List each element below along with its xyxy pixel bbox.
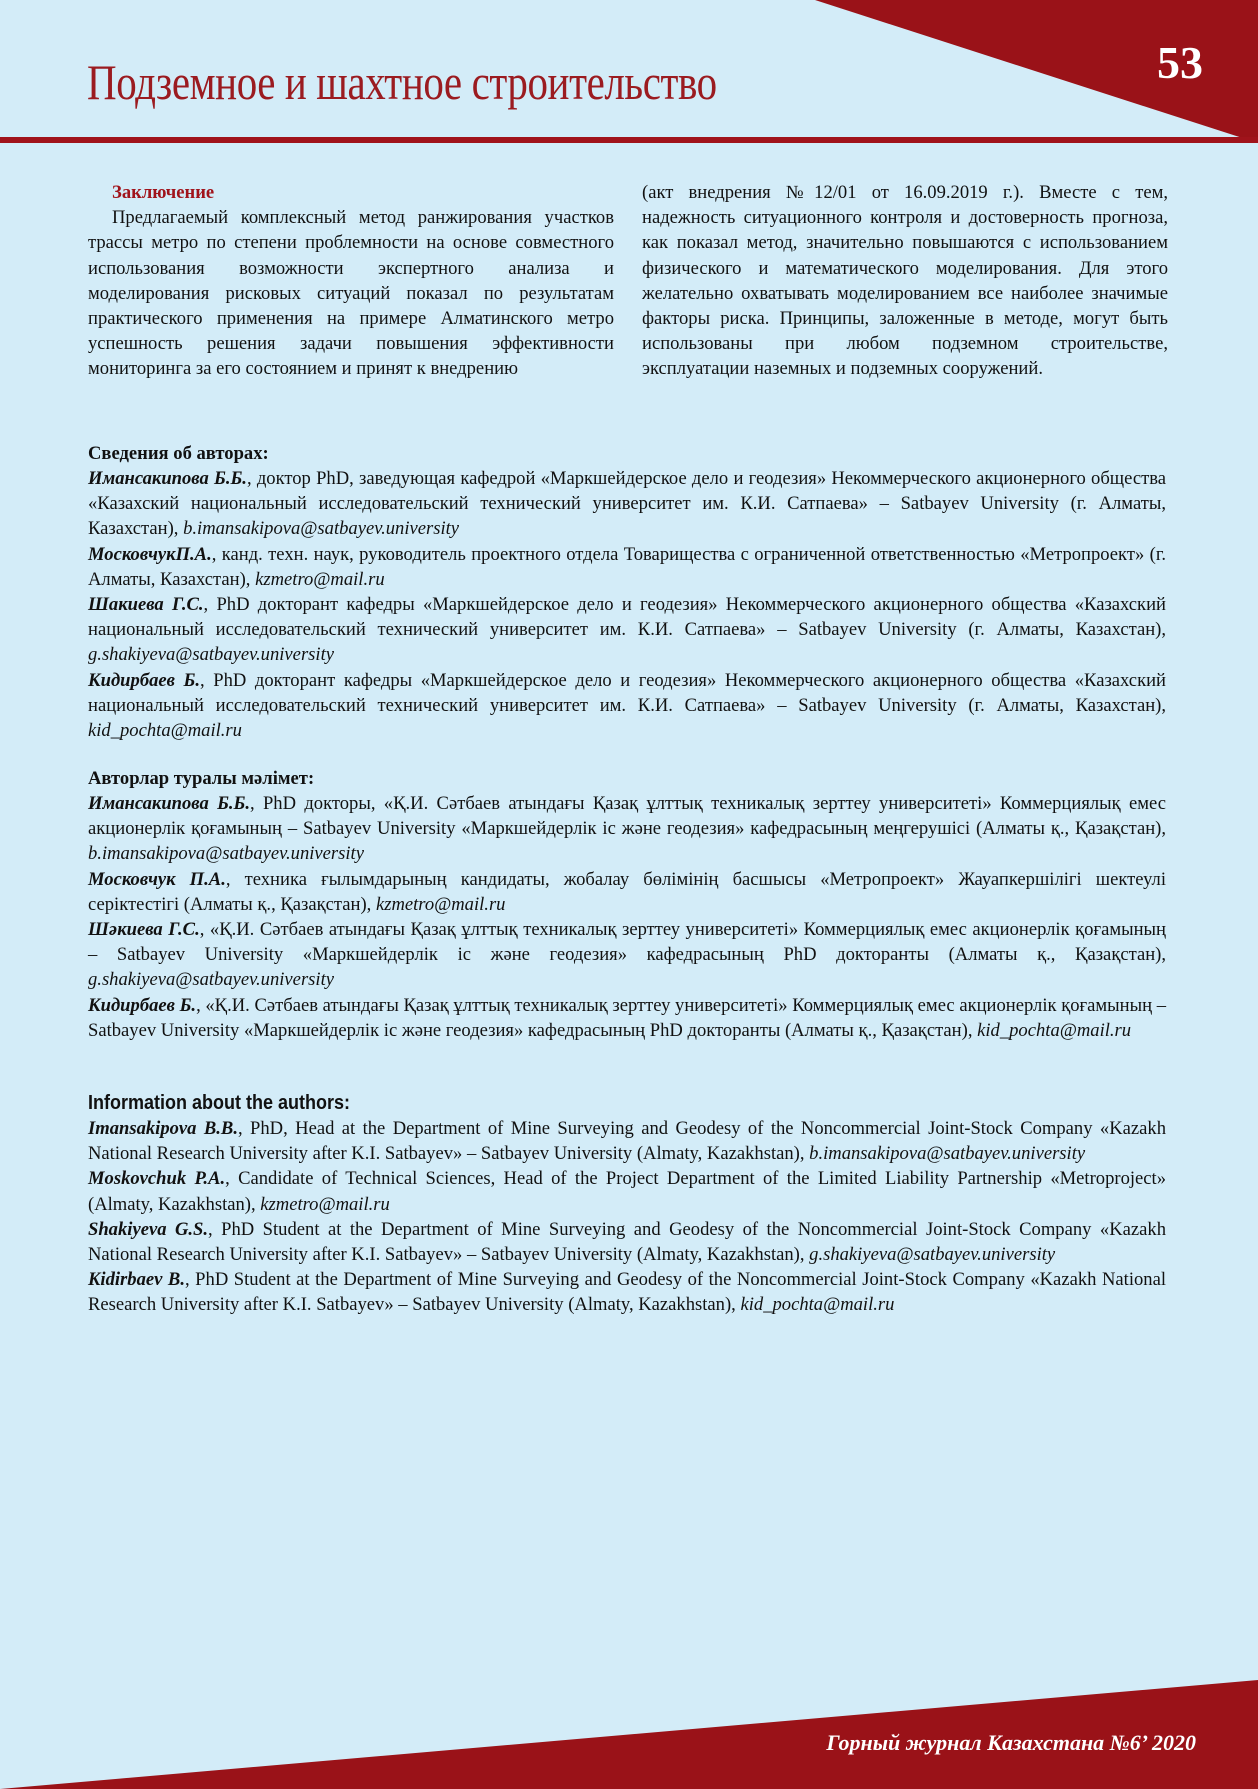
- conclusion-paragraph-left: Предлагаемый комплексный метод ранжирования участков трассы метро по степени проблемности на основе совместного использования возможности экспертного анализа и моделирования рисковых ситуаций показал по результатам практического применения на примере Алматинского метро успешность решения задачи повышения эффективности мониторинга за его состоянием и принят к внедрению: [88, 207, 614, 380]
- author-entry: [88, 1166, 1166, 1216]
- author-email: b.imansakipova@satbayev.university: [183, 518, 460, 540]
- author-email: kzmetro@mail.ru: [375, 893, 506, 915]
- author-details: , канд. техн. наук, руководитель проектного отдела Товарищества с ограниченной ответственностью «Метропроект» (г. Алматы, Казахстан),: [88, 543, 1166, 590]
- author-details: , «Қ.И. Сәтбаев атындағы Қазақ ұлттық техникалық зерттеу университеті» Коммерциялық емес акционерлік қоғамының – Satbayev University «Маркшейдерлік іс және геодезия» кафедрасының PhD докторанты (Алматы қ., Қазақстан),: [88, 919, 1166, 966]
- conclusion-column-left: [88, 180, 614, 382]
- author-email: b.imansakipova@satbayev.university: [809, 1143, 1086, 1165]
- authors-heading-ru: Сведения об авторах:: [88, 443, 269, 464]
- author-email: kid_pochta@mail.ru: [740, 1294, 895, 1316]
- authors-info-en: [88, 1090, 1166, 1318]
- author-email: kzmetro@mail.ru: [260, 1193, 390, 1215]
- conclusion-paragraph-right: (акт внедрения №12/01 от 16.09.2019 г.). Вместе с тем, надежность ситуационного контроля и достоверность прогноза, как показал метод, значительно повышаются с использованием физического и математического моделирования. Для этого желательно охватывать моделированием все наиболее значимые факторы риска. Принципы, заложенные в методе, могут быть использованы при любом подземном строительстве, эксплуатации наземных и подземных сооружений.: [642, 182, 1168, 380]
- author-email: g.shakiyeva@satbayev.university: [809, 1244, 1056, 1266]
- author-email: kid_pochta@mail.ru: [88, 720, 242, 742]
- author-entry: [88, 1116, 1166, 1166]
- author-email: kid_pochta@mail.ru: [977, 1019, 1132, 1041]
- author-details: , PhD Student at the Department of Mine Surveying and Geodesy of the Noncommercial Joint-Stock Company «Kazakh National Research University after K.I. Satbayev» – Satbayev University (Almaty, Kazakhstan),: [88, 1218, 1166, 1266]
- conclusion-column-right: [642, 180, 1168, 382]
- header-rule: [0, 137, 1258, 143]
- author-entry: [88, 917, 1166, 993]
- author-name: Kidirbaev B.: [88, 1269, 185, 1291]
- authors-heading-en: Information about the authors:: [88, 1092, 350, 1114]
- author-entry: [88, 542, 1166, 592]
- authors-info-kz: [88, 766, 1166, 1043]
- authors-info-ru: [88, 441, 1166, 743]
- author-name: МосковчукП.А.: [88, 543, 212, 565]
- author-email: g.shakiyeva@satbayev.university: [88, 969, 334, 991]
- author-details: , PhD Student at the Department of Mine Surveying and Geodesy of the Noncommercial Joint-Stock Company «Kazakh National Research University after K.I. Satbayev» – Satbayev University (Almaty, Kazakhstan),: [88, 1269, 1166, 1316]
- author-details: , PhD докторант кафедры «Маркшейдерское дело и геодезия» Некоммерческого акционерного общества «Казахский национальный исследовательский технический университет им. К.И. Сатпаева» – Satbayev University (г. Алматы, Казахстан),: [88, 669, 1166, 716]
- author-entry: [88, 1267, 1166, 1317]
- author-entry: [88, 867, 1166, 917]
- author-name: Кидирбаев Б.: [88, 669, 200, 691]
- author-details: , доктор PhD, заведующая кафедрой «Маркшейдерское дело и геодезия» Некоммерческого акционерного общества «Казахский национальный исследовательский технический университет им. К.И. Сатпаева» – Satbayev University (г. Алматы, Казахстан),: [88, 468, 1166, 540]
- author-details: , PhD докторант кафедры «Маркшейдерское дело и геодезия» Некоммерческого акционерного общества «Казахский национальный исследовательский технический университет им. К.И. Сатпаева» – Satbayev University (г. Алматы, Казахстан),: [88, 594, 1166, 641]
- author-entry: [88, 993, 1166, 1043]
- author-name: Имансакипова Б.Б.: [88, 468, 247, 489]
- journal-footer: Горный журнал Казахстана №6’ 2020: [826, 1730, 1196, 1755]
- page-number: 53: [1157, 37, 1203, 88]
- author-entry: [88, 466, 1166, 542]
- author-name: Шәкиева Г.С.: [88, 919, 200, 941]
- author-email: b.imansakipova@satbayev.university: [88, 843, 364, 865]
- author-details: , PhD, Head at the Department of Mine Surveying and Geodesy of the Noncommercial Joint-Stock Company «Kazakh National Research University after K.I. Satbayev» – Satbayev University (Almaty, Kazakhstan),: [88, 1118, 1166, 1165]
- author-name: Кидирбаев Б.: [88, 994, 197, 1016]
- author-name: Shakiyeva G.S.: [88, 1218, 209, 1240]
- author-details: , «Қ.И. Сәтбаев атындағы Қазақ ұлттық техникалық зерттеу университеті» Коммерциялық емес акционерлік қоғамының – Satbayev University «Маркшейдерлік іс және геодезия» кафедрасының PhD докторанты (Алматы қ., Қазақстан),: [88, 994, 1167, 1041]
- author-name: Moskovchuk P.A.: [88, 1168, 226, 1190]
- author-email: kzmetro@mail.ru: [255, 568, 385, 590]
- author-name: Imansakipova B.B.: [88, 1118, 238, 1139]
- author-entry: [88, 791, 1166, 867]
- author-email: g.shakiyeva@satbayev.university: [88, 644, 334, 666]
- conclusion-heading: Заключение: [112, 182, 215, 203]
- author-entry: [88, 592, 1166, 668]
- author-entry: [88, 668, 1166, 744]
- author-details: , PhD докторы, «Қ.И. Сәтбаев атындағы Қазақ ұлттық техникалық зерттеу университеті» Коммерциялық емес акционерлік қоғамының – Satbayev University «Маркшейдерлік іс және геодезия» кафедрасының меңгерушісі (Алматы қ., Қазақстан),: [88, 793, 1166, 840]
- section-title: Подземное и шахтное строительство: [87, 54, 717, 110]
- author-entry: [88, 1217, 1166, 1267]
- author-name: Имансакипова Б.Б.: [88, 793, 250, 814]
- authors-heading-kz: Авторлар туралы мәлімет:: [88, 768, 315, 789]
- author-name: Шакиева Г.С.: [88, 594, 204, 616]
- author-name: Московчук П.А.: [88, 868, 226, 890]
- author-details: , Candidate of Technical Sciences, Head of the Project Department of the Limited Liability Partnership «Metroproject» (Almaty, Kazakhstan),: [88, 1168, 1166, 1215]
- author-details: , техника ғылымдарының кандидаты, жобалау бөлімінің басшысы «Метропроект» Жауапкершілігі шектеулі серіктестігі (Алматы қ., Қазақстан),: [88, 868, 1166, 915]
